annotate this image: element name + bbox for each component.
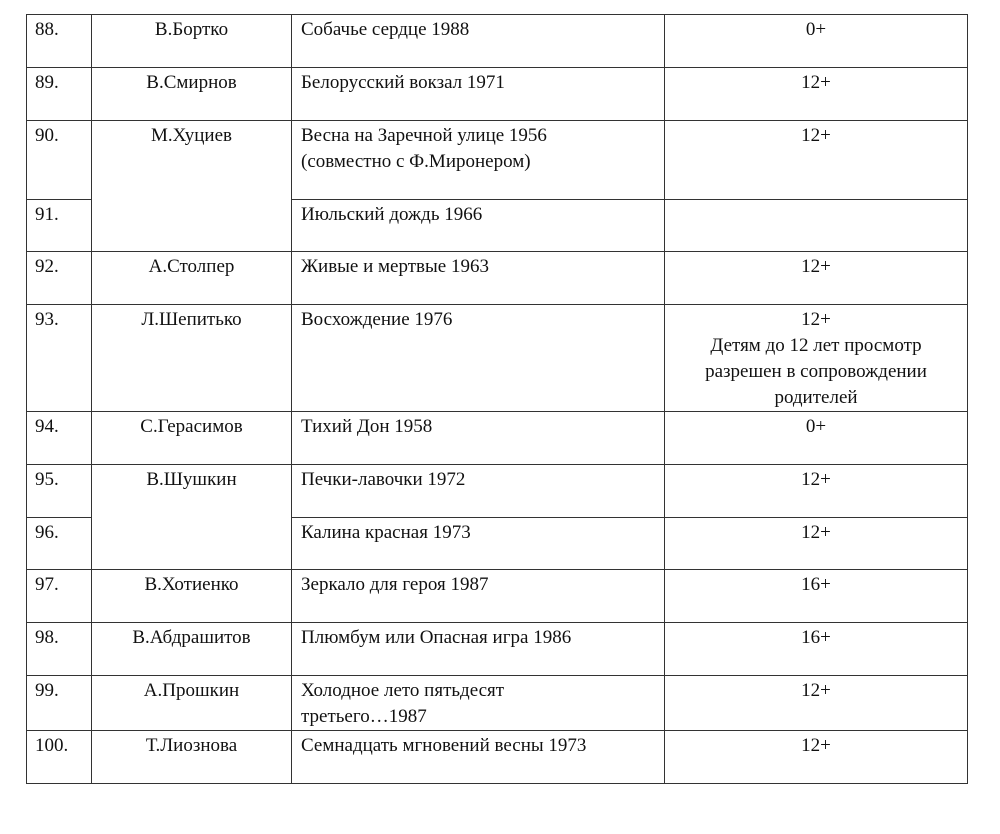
row-number: 95. xyxy=(27,465,92,518)
director: А.Прошкин xyxy=(92,676,292,731)
film-title: Тихий Дон 1958 xyxy=(292,412,665,465)
row-number: 98. xyxy=(27,623,92,676)
table-row xyxy=(27,305,968,412)
age-rating-note: Детям до 12 лет просмотр xyxy=(710,335,922,356)
row-number: 89. xyxy=(27,68,92,121)
row-number: 88. xyxy=(27,15,92,68)
age-rating-value: 12+ xyxy=(801,309,831,330)
director: В.Шушкин xyxy=(92,465,292,570)
age-rating: 12+ xyxy=(665,252,968,305)
table-row xyxy=(27,731,968,784)
director: В.Бортко xyxy=(92,15,292,68)
film-title-line: Весна на Заречной улице 1956 xyxy=(301,125,547,146)
film-title-line: (совместно с Ф.Миронером) xyxy=(301,151,531,172)
films-table xyxy=(26,14,968,784)
film-title: Калина красная 1973 xyxy=(292,518,665,570)
age-rating: 12+ xyxy=(665,731,968,784)
film-title: Собачье сердце 1988 xyxy=(292,15,665,68)
age-rating: 0+ xyxy=(665,412,968,465)
table-row xyxy=(27,252,968,305)
age-rating: 16+ xyxy=(665,570,968,623)
director: С.Герасимов xyxy=(92,412,292,465)
row-number: 93. xyxy=(27,305,92,412)
director: Л.Шепитько xyxy=(92,305,292,412)
table-row xyxy=(27,623,968,676)
director: А.Столпер xyxy=(92,252,292,305)
age-rating-note: разрешен в сопровождении xyxy=(705,361,927,382)
film-title: Июльский дождь 1966 xyxy=(292,200,665,252)
film-title: Белорусский вокзал 1971 xyxy=(292,68,665,121)
table-row xyxy=(27,412,968,465)
age-rating xyxy=(665,305,968,412)
age-rating xyxy=(665,200,968,252)
row-number: 100. xyxy=(27,731,92,784)
film-title: Плюмбум или Опасная игра 1986 xyxy=(292,623,665,676)
row-number: 90. xyxy=(27,121,92,200)
table-row xyxy=(27,676,968,731)
table-row xyxy=(27,570,968,623)
row-number: 94. xyxy=(27,412,92,465)
age-rating: 16+ xyxy=(665,623,968,676)
age-rating: 12+ xyxy=(665,518,968,570)
age-rating: 0+ xyxy=(665,15,968,68)
film-title: Восхождение 1976 xyxy=(292,305,665,412)
table-row xyxy=(27,465,968,518)
table-row xyxy=(27,15,968,68)
age-rating: 12+ xyxy=(665,68,968,121)
table-row xyxy=(27,68,968,121)
film-title: Печки-лавочки 1972 xyxy=(292,465,665,518)
film-title xyxy=(292,121,665,200)
row-number: 97. xyxy=(27,570,92,623)
film-title: Зеркало для героя 1987 xyxy=(292,570,665,623)
director: В.Абдрашитов xyxy=(92,623,292,676)
film-title: Семнадцать мгновений весны 1973 xyxy=(292,731,665,784)
director: В.Хотиенко xyxy=(92,570,292,623)
age-rating: 12+ xyxy=(665,121,968,200)
row-number: 96. xyxy=(27,518,92,570)
director: М.Хуциев xyxy=(92,121,292,252)
film-title-line: Холодное лето пятьдесят xyxy=(301,680,505,701)
age-rating-note: родителей xyxy=(774,387,858,408)
table-row xyxy=(27,121,968,200)
film-title xyxy=(292,676,665,731)
row-number: 99. xyxy=(27,676,92,731)
director: В.Смирнов xyxy=(92,68,292,121)
row-number: 91. xyxy=(27,200,92,252)
age-rating: 12+ xyxy=(665,465,968,518)
row-number: 92. xyxy=(27,252,92,305)
film-title: Живые и мертвые 1963 xyxy=(292,252,665,305)
age-rating: 12+ xyxy=(665,676,968,731)
film-title-line: третьего…1987 xyxy=(301,706,427,727)
director: Т.Лиознова xyxy=(92,731,292,784)
